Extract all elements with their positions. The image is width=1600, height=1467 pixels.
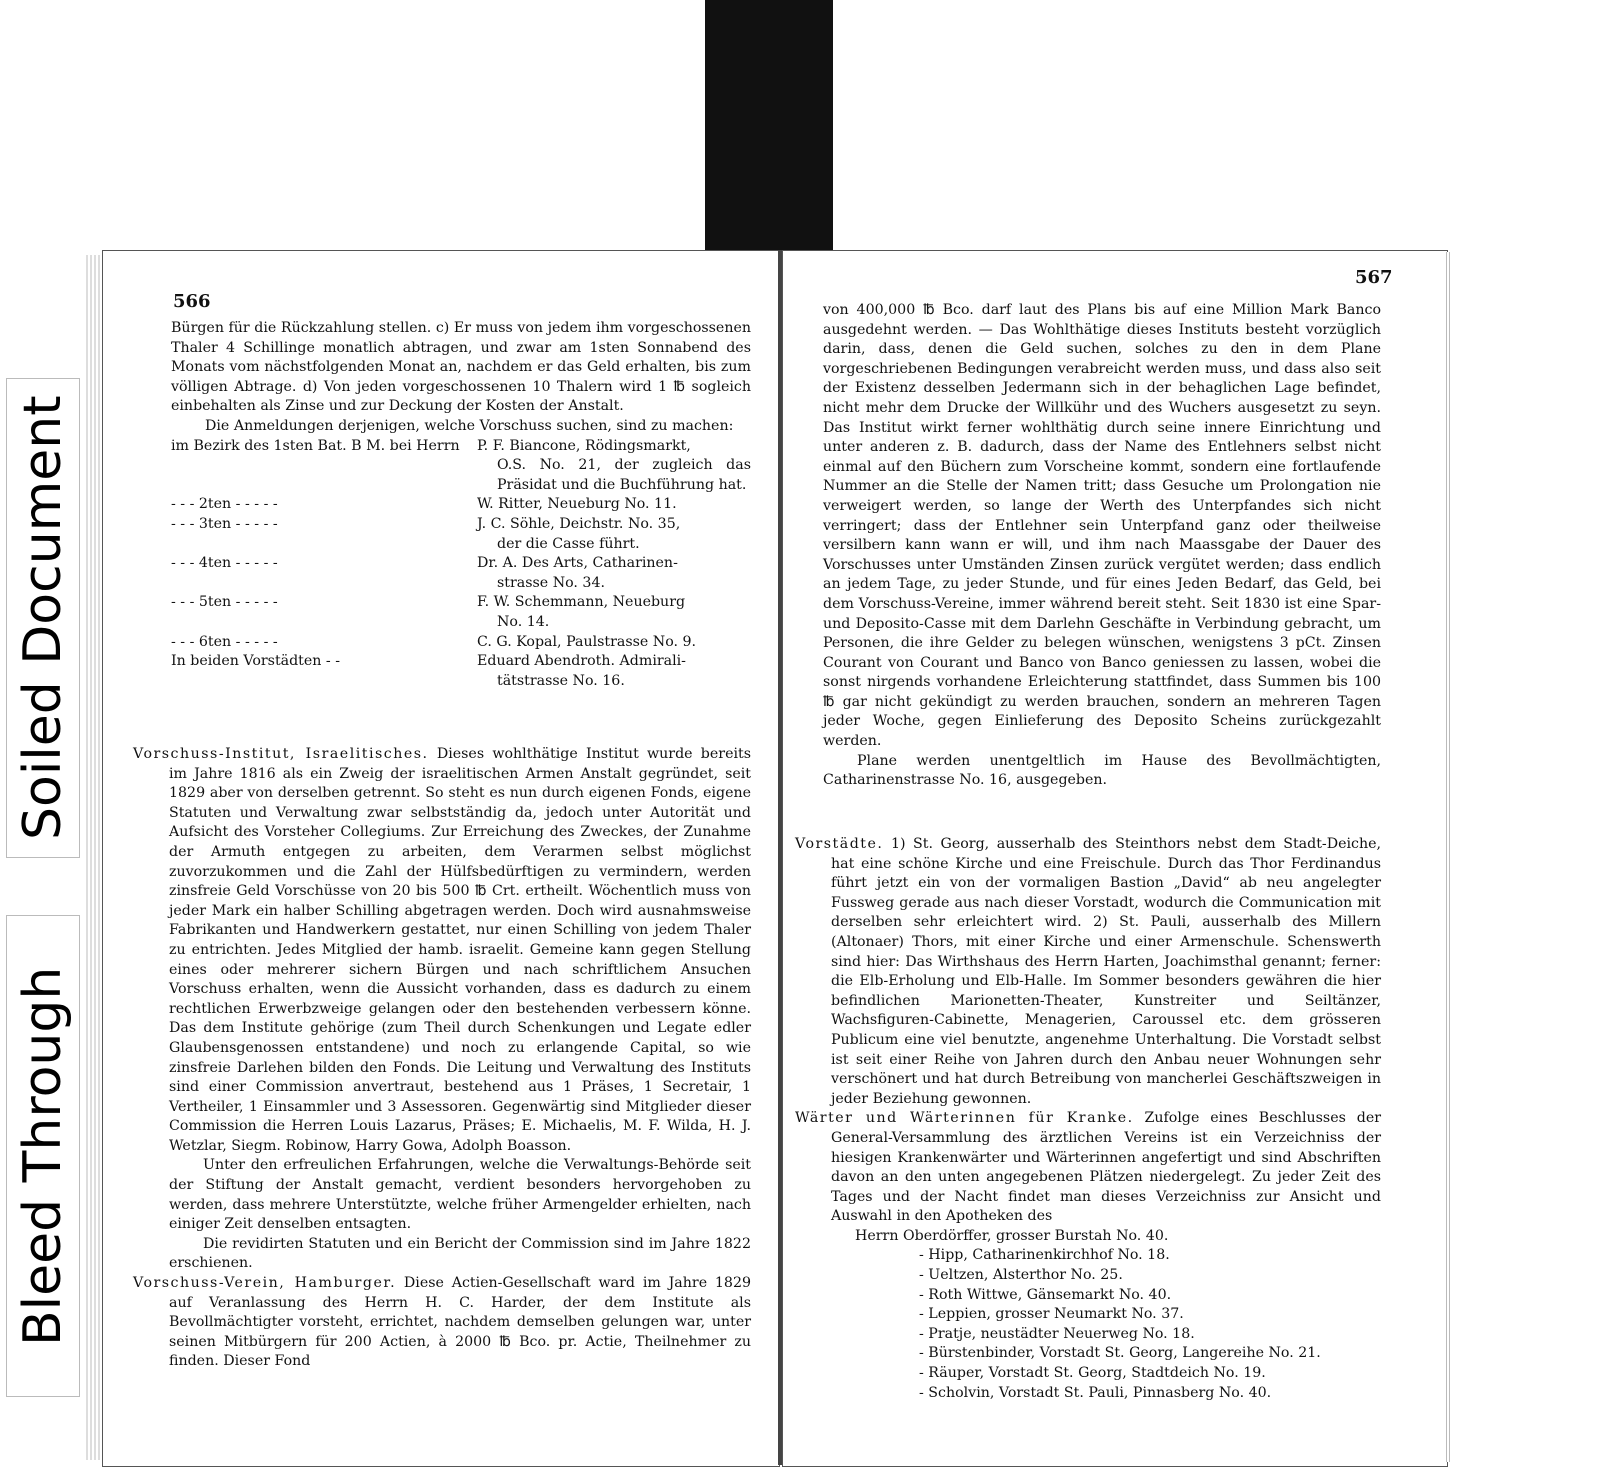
waerter-entry: [795, 1109, 1381, 1227]
pharmacy-item: - Ueltzen, Alsterthor No. 25.: [919, 1267, 1123, 1284]
bleed-through-label: [6, 915, 80, 1397]
district-contact-cont: strasse No. 34.: [497, 574, 605, 591]
left-page: [102, 250, 780, 1467]
bleed-through-text: Bleed Through: [13, 966, 73, 1346]
pharmacy-item: - Leppien, grosser Neumarkt No. 37.: [919, 1306, 1184, 1323]
institut-entry: [133, 745, 751, 1156]
district-label: - - - 4ten - - - - -: [171, 555, 278, 572]
district-row: [171, 437, 751, 496]
district-contact-cont: tätstrasse No. 16.: [497, 672, 625, 689]
verein-entry: [133, 1274, 751, 1372]
pharmacy-item: - Pratje, neustädter Neuerweg No. 18.: [919, 1325, 1195, 1342]
right-page-edge: [1446, 252, 1452, 1462]
district-label: im Bezirk des 1sten Bat. B M. bei Herrn: [171, 437, 460, 454]
district-contact: C. G. Kopal, Paulstrasse No. 9.: [477, 633, 697, 650]
district-contact-cont: der die Casse führt.: [497, 535, 640, 552]
district-label: In beiden Vorstädten - -: [171, 653, 341, 670]
soiled-document-text: Soiled Document: [13, 395, 73, 841]
left-page-body: [171, 319, 751, 691]
pharmacy-item: - Bürstenbinder, Vorstadt St. Georg, Langereihe No. 21.: [919, 1345, 1321, 1362]
erfahrungen-paragraph: Unter den erfreulichen Erfahrungen, welche die Verwaltungs-Behörde seit der Stiftung der Anstalt gemacht, verdient besonders hervorgehoben zu werden, dass mehrere Unterstützte, welche früher Armengelder erhielten, nach einiger Zeit denselben entsagten.: [169, 1157, 751, 1233]
pharmacy-item: - Hipp, Catharinenkirchhof No. 18.: [919, 1247, 1170, 1264]
black-stripe: [705, 0, 833, 260]
pharmacy-item: - Räuper, Vorstadt St. Georg, Stadtdeich No. 19.: [919, 1365, 1266, 1382]
left-page-entries: [133, 745, 751, 1372]
plane-paragraph: Plane werden unentgeltlich im Hause des Bevollmächtigten, Catharinenstrasse No. 16, ausgegeben.: [823, 752, 1381, 789]
district-contact: P. F. Biancone, Rödingsmarkt,: [477, 437, 691, 454]
page-number-right: 567: [1355, 267, 1393, 288]
page-number-left: 566: [173, 291, 211, 312]
waerter-text: Zufolge eines Beschlusses der General-Versammlung des ärztlichen Vereins ist ein Verzeichniss der hiesigen Krankenwärter und Wärterinnen angefertigt und sind Abschriften davon an den unten angegebenen Plätzen niedergelegt. Zu jeder Zeit des Tages und der Nacht findet man dieses Verzeichniss zur Ansicht und Auswahl in den Apotheken des: [831, 1110, 1382, 1225]
district-contact: J. C. Söhle, Deichstr. No. 35,: [477, 515, 681, 532]
verein-heading: Vorschuss-Verein, Hamburger.: [133, 1275, 397, 1292]
statuten-paragraph: Die revidirten Statuten und ein Bericht der Commission sind im Jahre 1822 erschienen.: [169, 1235, 751, 1272]
vorstaedte-entry: [795, 835, 1381, 1109]
district-contact-cont: No. 14.: [497, 613, 550, 630]
district-row: [171, 633, 751, 653]
pharmacy-list: [795, 1227, 1381, 1403]
district-contact: W. Ritter, Neueburg No. 11.: [477, 496, 677, 513]
district-label: - - - 5ten - - - - -: [171, 594, 278, 611]
verein-continuation: von 400,000 ℔ Bco. darf laut des Plans bis auf eine Million Mark Banco ausgedehnt werden. — Das Wohlthätige dieses Instituts besteht vorzüglich darin, dass, denen die Geld suchen, solches zu den in dem Plane vorgeschriebenen Bedingungen verabreicht werden muss, und dass also seit der Existenz desselben Jedermann sich in der behaglichen Lage befindet, nicht mehr dem Drucke der Willkühr und des Wuchers ausgesetzt zu seyn. Das Institut wirkt ferner wohlthätig durch seine innere Einrichtung und unter anderen z. B. dadurch, dass der Name des Entlehners selbst nicht einmal auf den Büchern zum Vorscheine kommt, sondern eine fortlaufende Nummer an die Stelle der Namen tritt; dass Gesuche um Prolongation nie verweigert werden, so lange der Werth des Unterpfandes sich nicht verringert; dass der Entlehner sein Unterpfand ganz oder theilweise versilbern kann wann er will, und ihm nach Maassgabe der Dauer des Vorschusses unter Umständen Zinsen zurück vergütet werden; dass endlich an jedem Tage, zu jeder Stunde, und für eines Jeden Bedarf, das Geld, bei dem Vorschuss-Vereine, immer während bereit steht. Seit 1830 ist eine Spar- und Deposito-Casse mit dem Darlehn Geschäfte in Verbindung gebracht, um Personen, die ihre Gelder zu belegen wünschen, wenigstens 3 pCt. Zinsen Courant von Courant und Banco von Banco geniessen zu lassen, wobei die sonst nirgends vorhandene Erleichterung stattfindet, dass Summen bis 100 ℔ gar nicht gekündigt zu werden brauchen, sondern an mehreren Tagen jeder Woche, gegen Einlieferung des Deposito Scheins zurückgezahlt werden.: [823, 302, 1381, 750]
right-page-body: [823, 301, 1381, 791]
intro-paragraph: Bürgen für die Rückzahlung stellen. c) Er muss von jedem ihm vorgeschossenen Thaler 4 Schillinge monatlich abtragen, und zwar am 1sten Sonnabend des Monats vom nächstfolgenden Monat an, nachdem er das Geld erhalten, bis zum völligen Abtrage. d) Von jeden vorgeschossenen 10 Thalern wird 1 ℔ sogleich einbehalten als Zinse und zur Deckung der Kosten der Anstalt.: [171, 320, 751, 415]
district-row: [171, 495, 751, 515]
verein-text: Diese Actien-Gesellschaft ward im Jahre 1829 auf Veranlassung des Herrn H. C. Harder, der dem Institute als Bevollmächtigter vorsteht, errichtet, nachdem demselben gelungen war, unter seinen Mitbürgern für 200 Actien, à 2000 ℔ Bco. pr. Actie, Theilnehmer zu finden. Dieser Fond: [169, 1275, 752, 1370]
district-label: - - - 2ten - - - - -: [171, 496, 278, 513]
right-page-entries: [795, 835, 1381, 1403]
pharmacy-item: - Roth Wittwe, Gänsemarkt No. 40.: [919, 1286, 1172, 1303]
district-row: [171, 554, 751, 593]
district-row: [171, 515, 751, 554]
right-page: [782, 250, 1448, 1467]
anmeldungen-paragraph: Die Anmeldungen derjenigen, welche Vorschuss suchen, sind zu machen:: [205, 417, 734, 434]
district-contact: F. W. Schemmann, Neueburg: [477, 594, 686, 611]
district-contact-cont: O.S. No. 21, der zugleich das Präsidat und die Buchführung hat.: [497, 457, 751, 493]
institut-heading: Vorschuss-Institut, Israelitisches.: [133, 746, 429, 762]
vorstaedte-heading: Vorstädte.: [795, 836, 884, 852]
district-list: [171, 437, 751, 692]
district-row: [171, 593, 751, 632]
district-label: - - - 6ten - - - - -: [171, 633, 278, 650]
soiled-document-label: [6, 378, 80, 858]
district-contact: Dr. A. Des Arts, Catharinen-: [477, 555, 678, 572]
vorstaedte-text: 1) St. Georg, ausserhalb des Steinthors nebst dem Stadt-Deiche, hat eine schöne Kirche und eine Freischule. Durch das Thor Ferdinandus führt jetzt ein von der vormaligen Bastion „David“ ab neu angelegter Fussweg gerade aus nach dieser Vorstadt, wodurch die Communication mit derselben sehr erleichtert wird. 2) St. Pauli, ausserhalb des Millern (Altonaer) Thors, mit einer Kirche und einer Armenschule. Schenswerth sind hier: Das Wirthshaus des Herrn Harten, Joachimsthal genannt; ferner: die Elb-Erholung und Elb-Halle. Im Sommer besonders gewähren die hier befindlichen Marionetten-Theater, Kunstreiter und Seiltänzer, Wachsfiguren-Cabinette, Menagerien, Caroussel etc. dem grösseren Publicum eine viel benutzte, angenehme Unterhaltung. Die Vorstadt selbst ist seit einer Reihe von Jahren durch den Anbau neuer Wohnungen sehr verschönert und hat durch Betreibung von mancherlei Geschäftszweigen in jeder Beziehung gewonnen.: [831, 836, 1381, 1107]
waerter-heading: Wärter und Wärterinnen für Kranke.: [795, 1110, 1134, 1127]
district-contact: Eduard Abendroth. Admirali-: [477, 653, 686, 670]
pharmacy-item: Herrn Oberdörffer, grosser Burstah No. 40.: [855, 1227, 1169, 1244]
pharmacy-item: - Scholvin, Vorstadt St. Pauli, Pinnasberg No. 40.: [919, 1384, 1272, 1401]
district-label: - - - 3ten - - - - -: [171, 515, 278, 532]
district-row: [171, 652, 751, 691]
institut-text: Dieses wohlthätige Institut wurde bereits im Jahre 1816 als ein Zweig der israelitischen Armen Anstalt gegründet, seit 1829 aber von derselben getrennt. So steht es nun durch eigenen Fonds, eigene Statuten und Verwaltung zwar selbstständig da, jedoch unter Autorität und Aufsicht des Vorsteher Collegiums. Zur Erreichung des Zweckes, der Zunahme der Armuth entgegen zu arbeiten, dem Verarmen selbst möglichst zuvorzukommen und die Zahl der Hülfsbedürftigen zu vermindern, werden zinsfreie Geld Vorschüsse von 20 bis 500 ℔ Crt. ertheilt. Wöchentlich muss von jeder Mark ein halber Schilling abgetragen werden. Doch wird ausnahmsweise Fabrikanten und Handwerkern gestattet, nur einen Schilling von jedem Thaler zu entrichten. Jedes Mitglied der hamb. israelit. Gemeine kann gegen Stellung eines oder mehrerer sichern Bürgen und nach schriftlichem Ansuchen Vorschuss erhalten, wenn die Aussicht vorhanden, dass es dadurch zu einem rechtlichen Erwerbzweige gelangen oder den bestehenden verbessern könne. Das dem Institute gehörige (zum Theil durch Schenkungen und Legate edler Glaubensgenossen entstandene) und noch zu erlangende Capital, so wie zinsfreie Darlehen bilden den Fonds. Die Leitung und Verwaltung des Instituts sind einer Commission anvertraut, bestehend aus 1 Präses, 1 Secretair, 1 Vertheiler, 1 Einsammler und 3 Assessoren. Gegenwärtig sind Mitglieder dieser Commission die Herren Louis Lazarus, Präses; E. Michaelis, M. F. Wilda, H. J. Wetzlar, Siegm. Robinow, Harry Gowa, Adolph Boasson.: [169, 746, 751, 1154]
